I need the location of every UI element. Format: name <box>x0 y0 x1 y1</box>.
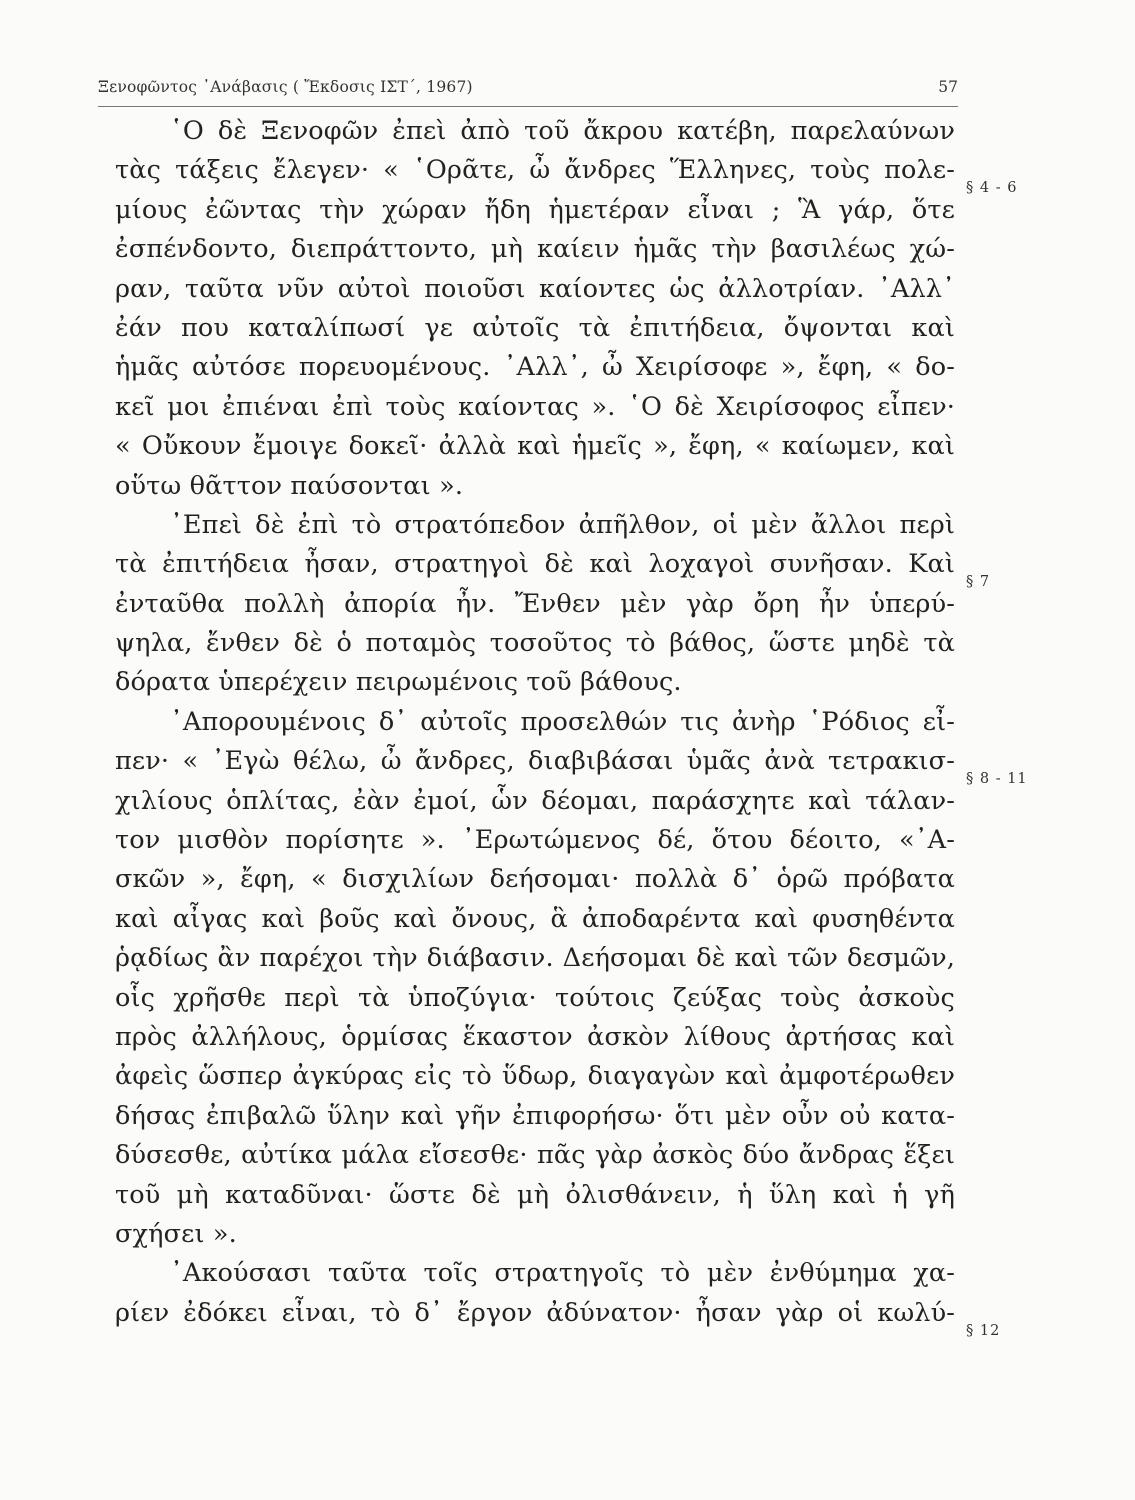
text-line: ἐάν που καταλίπωσί γε αὐτοῖς τὰ ἐπιτήδεια, ὄψονται καὶ <box>115 312 955 343</box>
text-line: ᾿Απορουμένοις δ᾿ αὐτοῖς προσελθών τις ἀνὴρ ῾Ρόδιος εἶ- <box>170 706 955 737</box>
text-line: ῥᾳδίως ἂν παρέχοι τὴν διάβασιν. Δεήσομαι δὲ καὶ τῶν δεσμῶν, <box>115 943 955 974</box>
text-line: ἡμᾶς αὐτόσε πορευομένους. ᾿Αλλ᾿, ὦ Χειρίσοφε », ἔφη, « δο- <box>115 352 955 383</box>
text-line: πρὸς ἀλλήλους, ὁρμίσας ἕκαστον ἀσκὸν λίθους ἀρτήσας καὶ <box>115 1021 955 1052</box>
text-line: καὶ αἶγας καὶ βοῦς καὶ ὄνους, ἃ ἀποδαρέντα καὶ φυσηθέντα <box>115 903 955 934</box>
text-line: « Οὔκουν ἔμοιγε δοκεῖ· ἀλλὰ καὶ ἡμεῖς », ἔφη, « καίωμεν, καὶ <box>115 431 955 462</box>
body-text <box>115 112 955 1333</box>
text-line: ᾿Ακούσασι ταῦτα τοῖς στρατηγοῖς τὸ μὲν ἐνθύμημα χα- <box>170 1258 955 1289</box>
text-line: σχήσει ». <box>115 1218 237 1249</box>
text-line: δόρατα ὑπερέχειν πειρωμένοις τοῦ βάθους. <box>115 667 682 698</box>
running-title: Ξενοφῶντος ᾿Ανάβασις ( Ἔκδοσις ΙΣΤ΄, 1967) <box>98 78 473 96</box>
text-line: τὰς τάξεις ἔλεγεν· « ῾Ορᾶτε, ὦ ἄνδρες Ἕλληνες, τοὺς πολε- <box>115 155 955 186</box>
margin-section-note: § 12 <box>966 1323 1001 1339</box>
text-line: τοῦ μὴ καταδῦναι· ὥστε δὲ μὴ ὀλισθάνειν, ἡ ὕλη καὶ ἡ γῆ <box>115 1179 955 1210</box>
margin-section-note: § 8 - 11 <box>966 771 1028 787</box>
text-line: πεν· « ᾿Εγὼ θέλω, ὦ ἄνδρες, διαβιβάσαι ὑμᾶς ἀνὰ τετρακισ- <box>115 746 955 777</box>
text-line: δύσεσθε, αὐτίκα μάλα εἴσεσθε· πᾶς γὰρ ἀσκὸς δύο ἄνδρας ἕξει <box>115 1140 955 1171</box>
text-line: τὰ ἐπιτήδεια ἦσαν, στρατηγοὶ δὲ καὶ λοχαγοὶ συνῆσαν. Καὶ <box>115 549 955 580</box>
text-line: ρίεν ἐδόκει εἶναι, τὸ δ᾿ ἔργον ἀδύνατον· ἦσαν γὰρ οἱ κωλύ- <box>115 1297 955 1328</box>
text-line: χιλίους ὁπλίτας, ἐὰν ἐμοί, ὧν δέομαι, παράσχητε καὶ τάλαν- <box>115 785 955 816</box>
text-line: κεῖ μοι ἐπιέναι ἐπὶ τοὺς καίοντας ». ῾Ο δὲ Χειρίσοφος εἶπεν· <box>115 391 955 422</box>
text-line: ἐσπένδοντο, διεπράττοντο, μὴ καίειν ἡμᾶς τὴν βασιλέως χώ- <box>115 234 955 265</box>
page-number: 57 <box>938 78 958 96</box>
text-line: ᾿Επεὶ δὲ ἐπὶ τὸ στρατόπεδον ἀπῆλθον, οἱ μὲν ἄλλοι περὶ <box>170 509 955 540</box>
margin-section-note: § 7 <box>966 574 991 590</box>
margin-section-note: § 4 - 6 <box>966 180 1018 196</box>
text-line: σκῶν », ἔφη, « δισχιλίων δεήσομαι· πολλὰ δ᾿ ὁρῶ πρόβατα <box>115 864 955 895</box>
text-line: μίους ἐῶντας τὴν χώραν ἤδη ἡμετέραν εἶναι ; Ἃ γάρ, ὅτε <box>115 194 955 225</box>
page-header <box>98 74 958 102</box>
header-rule <box>98 106 958 107</box>
text-line: ραν, ταῦτα νῦν αὐτοὶ ποιοῦσι καίοντες ὡς ἀλλοτρίαν. ᾿Αλλ᾿ <box>115 273 955 304</box>
text-line: ψηλα, ἔνθεν δὲ ὁ ποταμὸς τοσοῦτος τὸ βάθος, ὥστε μηδὲ τὰ <box>115 628 955 659</box>
text-line: οὕτω θᾶττον παύσονται ». <box>115 470 464 501</box>
text-line: οἷς χρῆσθε περὶ τὰ ὑποζύγια· τούτοις ζεύξας τοὺς ἀσκοὺς <box>115 982 955 1013</box>
text-line: ἐνταῦθα πολλὴ ἀπορία ἦν. Ἔνθεν μὲν γὰρ ὄρη ἦν ὑπερύ- <box>115 588 955 619</box>
text-line: ἀφεὶς ὥσπερ ἀγκύρας εἰς τὸ ὕδωρ, διαγαγὼν καὶ ἀμφοτέρωθεν <box>115 1061 955 1092</box>
text-line: τον μισθὸν πορίσητε ». ᾿Ερωτώμενος δέ, ὅτου δέοιτο, «᾿Α- <box>115 825 955 856</box>
text-line: δήσας ἐπιβαλῶ ὕλην καὶ γῆν ἐπιφορήσω· ὅτι μὲν οὖν οὐ κατα- <box>115 1100 955 1131</box>
text-line: ῾Ο δὲ Ξενοφῶν ἐπεὶ ἀπὸ τοῦ ἄκρου κατέβη, παρελαύνων <box>170 116 955 146</box>
